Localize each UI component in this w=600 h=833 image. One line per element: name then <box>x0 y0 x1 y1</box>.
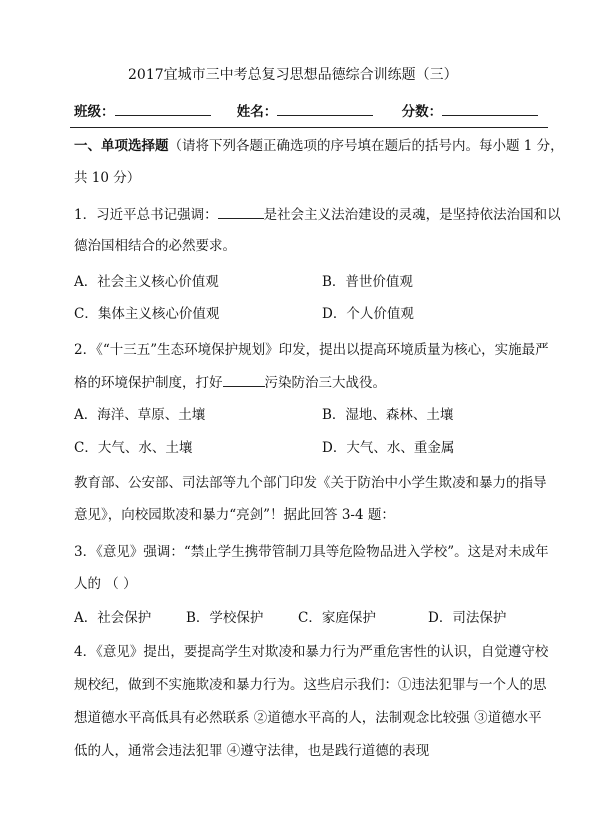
material-intro-line1: 教育部、公安部、司法部等九个部门印发《关于防治中小学生欺凌和暴力的指导 <box>74 475 547 491</box>
q3-option-a: A．社会保护 <box>74 610 152 626</box>
q2-stem-line2: 格的环境保护制度，打好 污染防治三大战役。 <box>74 372 386 393</box>
q1-stem-line1: 1．习近平总书记强调： 是社会主义法治建设的灵魂，是坚持依法治国和以 <box>74 204 561 225</box>
q1-option-a: A．社会主义核心价值观 <box>74 274 219 290</box>
section-heading: 一、单项选择题（请将下列各题正确选项的序号填在题后的括号内。每小题 1 分， <box>74 138 564 154</box>
page-title: 2017宜城市三中考总复习思想品德综合训练题（三） <box>128 67 458 83</box>
q2-option-d: D．大气、水、重金属 <box>322 440 455 456</box>
header-divider <box>70 127 548 128</box>
student-info-row <box>74 101 538 122</box>
q4-stem-line4: 低的人，通常会违法犯罪 ④遵守法律，也是践行道德的表现 <box>74 743 430 759</box>
score-field[interactable] <box>442 101 538 116</box>
material-intro-line2: 意见》，向校园欺凌和暴力“亮剑”！据此回答 3-4 题： <box>74 507 395 523</box>
q2-option-a: A．海洋、草原、土壤 <box>74 407 206 423</box>
score-label: 分数： <box>401 104 443 120</box>
q2-option-b: B．湿地、森林、土壤 <box>322 407 454 423</box>
class-field[interactable] <box>115 101 211 116</box>
q4-stem-line2: 规校纪，做到不实施欺凌和暴力行为。这些启示我们：①违法犯罪与一个人的思 <box>74 677 547 693</box>
name-field[interactable] <box>277 101 373 116</box>
q3-option-c: C．家庭保护 <box>298 610 376 626</box>
q2-stem-line1: 2．《“十三五”生态环境保护规划》印发，提出以提高环境质量为核心，实施最严 <box>74 342 549 358</box>
q2-option-c: C．大气、水、土壤 <box>74 440 193 456</box>
class-label: 班级： <box>74 104 115 120</box>
q3-stem-line2: 人的 （ ） <box>74 576 137 592</box>
q3-option-d: D．司法保护 <box>428 610 507 626</box>
q1-option-b: B．普世价值观 <box>322 274 413 290</box>
q3-option-b: B．学校保护 <box>186 610 264 626</box>
q4-stem-line3: 想道德水平高低具有必然联系 ②道德水平高的人，法制观念比较强 ③道德水平 <box>74 710 542 726</box>
q2-blank <box>223 372 265 387</box>
q1-blank <box>218 204 264 219</box>
q1-option-c: C．集体主义核心价值观 <box>74 306 220 322</box>
name-label: 姓名： <box>236 104 278 120</box>
q3-stem-line1: 3．《意见》强调：“禁止学生携带管制刀具等危险物品进入学校”。这是对未成年 <box>74 544 549 560</box>
q4-stem-line1: 4．《意见》提出，要提高学生对欺凌和暴力行为严重危害性的认识，自觉遵守校 <box>74 644 549 660</box>
q1-option-d: D．个人价值观 <box>322 306 414 322</box>
section-heading-line2: 共 10 分） <box>74 170 141 186</box>
q1-stem-line2: 德治国相结合的必然要求。 <box>74 238 236 254</box>
